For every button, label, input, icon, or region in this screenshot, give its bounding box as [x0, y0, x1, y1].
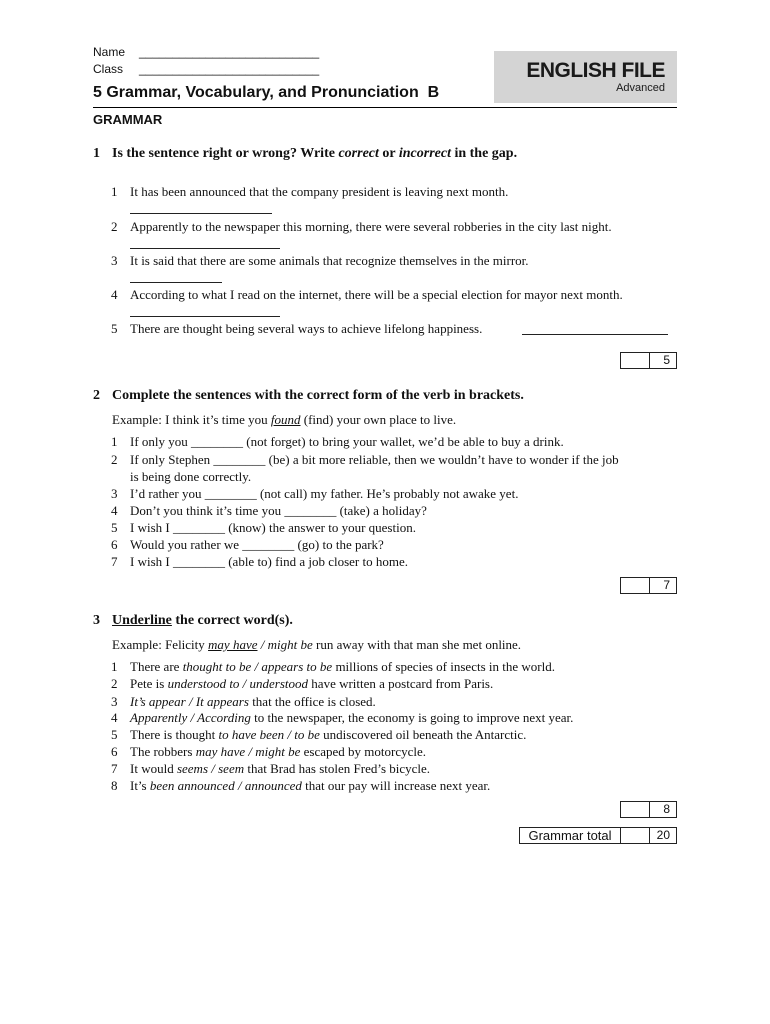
- q2-item: 2 If only Stephen ________ (be) a bit more reliable, then we wouldn’t have to wonder if the job is being done correctly.: [111, 452, 619, 484]
- q3-item: 2 Pete is understood to / understood have written a postcard from Paris.: [111, 676, 494, 691]
- q2-item: 4 Don’t you think it’s time you ________ (take) a holiday?: [111, 503, 427, 518]
- total-entry-box[interactable]: [620, 827, 650, 844]
- q3-number: 3: [93, 613, 100, 628]
- q2-score: [620, 577, 677, 594]
- name-field[interactable]: ___________________________: [139, 45, 320, 59]
- english-file-logo: [494, 51, 677, 103]
- q2-item: 5 I wish I ________ (know) the answer to your question.: [111, 520, 416, 535]
- q1-item-text: It is said that there are some animals that recognize themselves in the mirror.: [130, 253, 529, 268]
- choice-options[interactable]: been announced / announced: [149, 778, 302, 793]
- q2-instruction: Complete the sentences with the correct form of the verb in brackets.: [112, 388, 524, 403]
- score-max: 5: [649, 352, 677, 369]
- answer-blank[interactable]: [130, 201, 272, 214]
- title-divider: [93, 107, 677, 108]
- q3-item: 3 It’s appear / It appears that the office is closed.: [111, 694, 376, 709]
- q3-item: 7 It would seems / seem that Brad has stolen Fred’s bicycle.: [111, 761, 431, 776]
- q2-item: 6 Would you rather we ________ (go) to the park?: [111, 537, 384, 552]
- grammar-total-label: Grammar total: [519, 827, 621, 844]
- answer-blank[interactable]: [130, 236, 280, 249]
- answer-blank[interactable]: [130, 270, 222, 283]
- q1-item: 3 It is said that there are some animals that recognize themselves in the mirror.: [111, 253, 677, 285]
- q1-item: 4 According to what I read on the internet, there will be a special election for mayor next month.: [111, 287, 677, 319]
- q1-item-text: According to what I read on the internet, there will be a special election for mayor next month.: [130, 287, 623, 302]
- total-max: 20: [649, 827, 677, 844]
- q1-item: 5 There are thought being several ways to achieve lifelong happiness.: [111, 321, 677, 337]
- choice-options[interactable]: It’s appear / It appears: [130, 694, 249, 709]
- section-title: GRAMMAR: [93, 112, 163, 127]
- page-title: 5 Grammar, Vocabulary, and Pronunciation B: [93, 84, 440, 101]
- q1-item: 1 It has been announced that the company president is leaving next month.: [111, 184, 677, 216]
- q3-heading: [93, 613, 677, 631]
- class-row: [93, 62, 319, 76]
- class-field[interactable]: ___________________________: [139, 62, 320, 76]
- q1-item-text: There are thought being several ways to achieve lifelong happiness.: [130, 321, 483, 336]
- q1-item: 2 Apparently to the newspaper this morning, there were several robberies in the city last night.: [111, 219, 677, 251]
- q1-heading: [93, 146, 677, 164]
- choice-options[interactable]: to have been / to be: [218, 727, 320, 742]
- grammar-total: [519, 827, 677, 844]
- score-entry-box[interactable]: [620, 801, 650, 818]
- q3-score: [620, 801, 677, 818]
- choice-options[interactable]: thought to be / appears to be: [182, 659, 333, 674]
- q2-item: 1 If only you ________ (not forget) to bring your wallet, we’d be able to buy a drink.: [111, 434, 564, 449]
- q3-item: 6 The robbers may have / might be escaped by motorcycle.: [111, 744, 427, 759]
- q1-number: 1: [93, 146, 100, 161]
- q2-item: 7 I wish I ________ (able to) find a job closer to home.: [111, 554, 408, 569]
- q3-item: 1 There are thought to be / appears to be millions of species of insects in the world.: [111, 659, 555, 674]
- q1-score: [620, 352, 677, 369]
- q1-instruction: Is the sentence right or wrong? Write correct or incorrect in the gap.: [112, 146, 518, 161]
- q2-heading: [93, 388, 677, 406]
- choice-options[interactable]: Apparently / According: [130, 710, 251, 725]
- answer-blank[interactable]: [522, 322, 668, 335]
- score-max: 8: [649, 801, 677, 818]
- q1-item-text: It has been announced that the company president is leaving next month.: [130, 184, 509, 199]
- class-label: Class: [93, 62, 124, 76]
- choice-options[interactable]: may have / might be: [195, 744, 301, 759]
- name-row: [93, 45, 319, 59]
- score-entry-box[interactable]: [620, 352, 650, 369]
- q2-item: 3 I’d rather you ________ (not call) my father. He’s probably not awake yet.: [111, 486, 519, 501]
- q3-item: 5 There is thought to have been / to be undiscovered oil beneath the Antarctic.: [111, 727, 527, 742]
- q3-item: 8 It’s been announced / announced that our pay will increase next year.: [111, 778, 491, 793]
- score-entry-box[interactable]: [620, 577, 650, 594]
- logo-subtitle: Advanced: [616, 82, 665, 94]
- q2-example: Example: I think it’s time you found (find) your own place to live.: [112, 412, 457, 427]
- answer-blank[interactable]: [130, 304, 280, 317]
- q2-number: 2: [93, 388, 100, 403]
- score-max: 7: [649, 577, 677, 594]
- logo-title: ENGLISH FILE: [526, 59, 665, 82]
- choice-options[interactable]: understood to / understood: [167, 676, 309, 691]
- name-label: Name: [93, 45, 126, 59]
- choice-options[interactable]: seems / seem: [176, 761, 245, 776]
- q3-item: 4 Apparently / According to the newspaper, the economy is going to improve next year.: [111, 710, 574, 725]
- q3-example: Example: Felicity may have / might be run away with that man she met online.: [112, 637, 522, 652]
- q1-item-text: Apparently to the newspaper this morning, there were several robberies in the city last night.: [130, 219, 612, 234]
- q3-instruction: Underline the correct word(s).: [112, 613, 293, 628]
